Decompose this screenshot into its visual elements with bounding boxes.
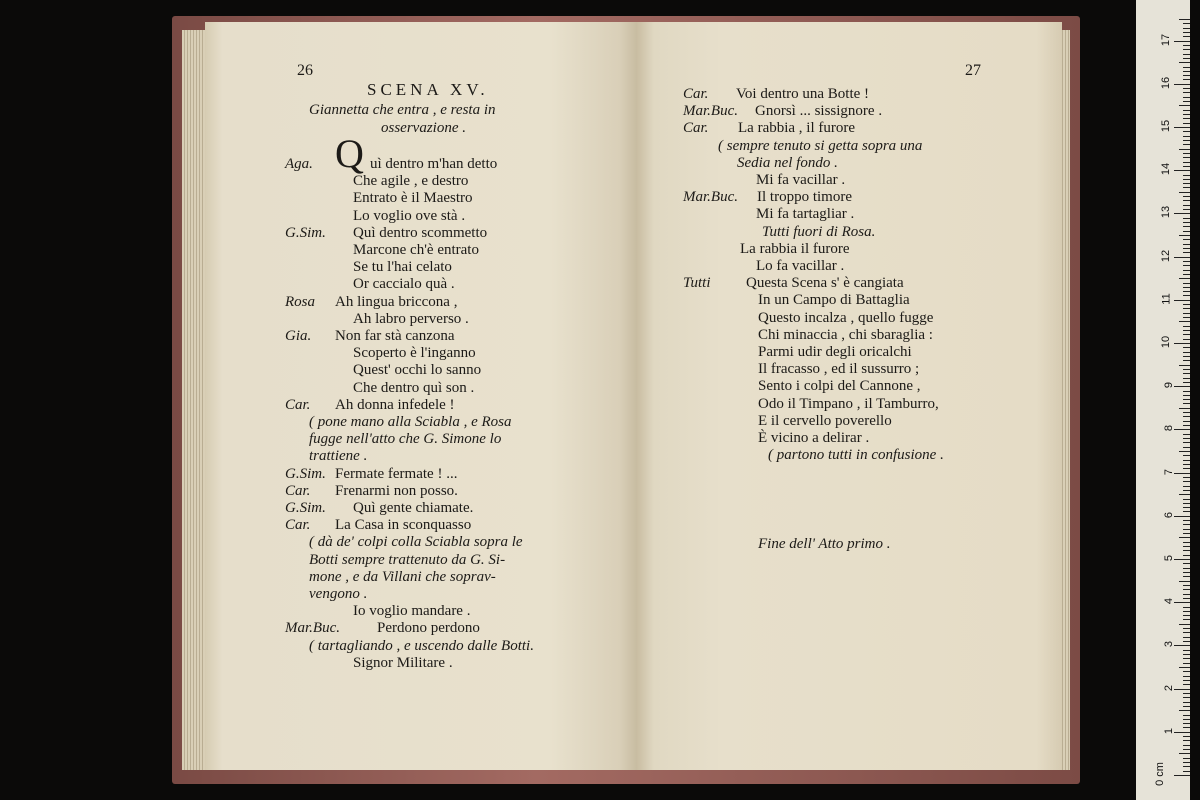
verse-line: Marcone ch'è entrato xyxy=(353,242,479,258)
verse-line: Quest' occhi lo sanno xyxy=(353,362,482,379)
ruler-tick xyxy=(1183,54,1190,55)
speaker-label: Car. xyxy=(683,86,709,102)
ruler-tick xyxy=(1183,702,1190,703)
ruler-tick xyxy=(1174,41,1190,42)
ruler-tick xyxy=(1183,460,1190,461)
stage-direction: ( sempre tenuto si getta sopra una xyxy=(718,137,923,154)
ruler-tick xyxy=(1174,775,1190,776)
ruler-tick xyxy=(1183,507,1190,508)
ruler-tick xyxy=(1183,589,1190,590)
ruler-tick xyxy=(1183,231,1190,232)
verse-line: Questo incalza , quello fugge xyxy=(758,309,934,326)
ruler-tick xyxy=(1179,710,1190,711)
stage-direction: trattiene . xyxy=(309,448,368,465)
stage-direction: vengono . xyxy=(309,586,368,602)
speaker-label: Aga. xyxy=(285,156,313,172)
verse-line: Questa Scena s' è cangiata xyxy=(746,275,904,292)
ruler-tick xyxy=(1179,451,1190,452)
ruler-tick xyxy=(1183,684,1190,685)
ruler-tick xyxy=(1183,715,1190,716)
ruler-tick xyxy=(1183,239,1190,240)
ruler-tick xyxy=(1183,524,1190,525)
ruler-tick xyxy=(1183,395,1190,396)
page-number: 26 xyxy=(297,62,313,79)
verse-line: Il troppo timore xyxy=(757,189,852,206)
stage-direction: Tutti fuori di Rosa. xyxy=(762,223,876,240)
speaker-label: Mar.Buc. xyxy=(683,189,738,206)
ruler-label: 9 xyxy=(1162,382,1175,389)
ruler-tick xyxy=(1174,300,1190,301)
ruler-tick xyxy=(1183,723,1190,724)
ruler-tick xyxy=(1179,581,1190,582)
speaker-label: G.Sim. xyxy=(285,500,326,516)
end-of-act: Fine dell' Atto primo . xyxy=(758,536,891,552)
ruler-tick xyxy=(1183,425,1190,426)
verse-line: Non far stà canzona xyxy=(335,328,455,344)
ruler-tick xyxy=(1183,265,1190,266)
ruler-tick xyxy=(1183,382,1190,383)
ruler-tick xyxy=(1183,455,1190,456)
ruler-tick xyxy=(1174,127,1190,128)
speaker-label: Mar.Buc. xyxy=(285,620,340,637)
ruler-tick xyxy=(1179,62,1190,63)
ruler-tick xyxy=(1183,399,1190,400)
ruler-tick xyxy=(1183,179,1190,180)
stage-direction: Botti sempre trattenuto da G. Si- xyxy=(309,551,506,568)
ruler-tick xyxy=(1183,218,1190,219)
stage-direction: ( tartagliando , e uscendo dalle Botti. xyxy=(309,637,534,654)
ruler-tick xyxy=(1183,736,1190,737)
ruler-tick xyxy=(1174,343,1190,344)
ruler-label: 15 xyxy=(1159,119,1172,133)
speaker-label: Car. xyxy=(683,120,709,137)
ruler-tick xyxy=(1183,252,1190,253)
drop-cap: Q xyxy=(335,131,364,176)
ruler-tick xyxy=(1183,283,1190,284)
ruler-tick xyxy=(1183,330,1190,331)
ruler-tick xyxy=(1174,732,1190,733)
ruler-tick xyxy=(1183,67,1190,68)
verse-line: La rabbia il furore xyxy=(740,240,850,257)
ruler-label: 5 xyxy=(1162,554,1175,562)
ruler-tick xyxy=(1183,308,1190,309)
ruler-tick xyxy=(1183,490,1190,491)
ruler-tick xyxy=(1183,75,1190,76)
ruler-tick xyxy=(1183,598,1190,599)
speaker-label: G.Sim. xyxy=(285,465,326,482)
ruler-tick xyxy=(1183,438,1190,439)
verse-line: In un Campo di Battaglia xyxy=(758,292,910,309)
ruler-label: 17 xyxy=(1159,33,1172,46)
ruler-label: 4 xyxy=(1162,598,1175,605)
ruler-tick xyxy=(1179,753,1190,754)
ruler-tick xyxy=(1183,356,1190,357)
ruler-tick xyxy=(1183,416,1190,417)
ruler-tick xyxy=(1183,632,1190,633)
ruler-tick xyxy=(1183,693,1190,694)
ruler-tick xyxy=(1183,136,1190,137)
ruler-tick xyxy=(1183,511,1190,512)
ruler-tick xyxy=(1183,486,1190,487)
page-number: 27 xyxy=(965,62,981,79)
ruler-label: 8 xyxy=(1162,425,1175,432)
right-page xyxy=(637,22,1062,770)
verse-line: Mi fa vacillar . xyxy=(756,172,846,188)
ruler-tick xyxy=(1183,676,1190,677)
ruler-tick xyxy=(1183,572,1190,573)
verse-line: Signor Militare . xyxy=(353,654,453,671)
ruler-tick xyxy=(1183,391,1190,392)
ruler-tick xyxy=(1183,140,1190,141)
ruler-tick xyxy=(1174,84,1190,85)
ruler-tick xyxy=(1183,503,1190,504)
ruler-tick xyxy=(1183,637,1190,638)
ruler-tick xyxy=(1183,442,1190,443)
ruler-tick xyxy=(1174,689,1190,690)
ruler-tick xyxy=(1183,378,1190,379)
verse-line: Quì gente chiamate. xyxy=(353,500,474,516)
ruler-tick xyxy=(1174,559,1190,560)
stage-direction: Sedia nel fondo . xyxy=(737,154,838,171)
ruler-tick xyxy=(1174,602,1190,603)
ruler-tick xyxy=(1183,58,1190,59)
ruler-label: 11 xyxy=(1160,293,1173,305)
ruler-tick xyxy=(1183,317,1190,318)
ruler-tick xyxy=(1183,563,1190,564)
ruler-tick xyxy=(1174,213,1190,214)
verse-line: Lo voglio ove stà . xyxy=(353,207,466,224)
ruler-tick xyxy=(1179,494,1190,495)
ruler-label: 0 cm xyxy=(1154,762,1167,786)
verse-line: Lo fa vacillar . xyxy=(756,258,845,274)
ruler-tick xyxy=(1183,529,1190,530)
verse-line: E il cervello poverello xyxy=(758,412,892,429)
ruler-tick xyxy=(1183,758,1190,759)
ruler-tick xyxy=(1183,123,1190,124)
ruler-tick xyxy=(1174,645,1190,646)
ruler-tick xyxy=(1183,287,1190,288)
left-page xyxy=(205,22,637,770)
page-edges-left xyxy=(182,30,206,770)
ruler-tick xyxy=(1183,615,1190,616)
ruler-tick xyxy=(1183,200,1190,201)
measuring-ruler xyxy=(1136,0,1190,800)
verse-line: Parmi udir degli oricalchi xyxy=(758,344,912,360)
ruler-tick xyxy=(1183,162,1190,163)
scene-title: SCENA XV. xyxy=(367,80,489,99)
verse-line: Il fracasso , ed il sussurro ; xyxy=(758,361,920,378)
stage-direction: Giannetta che entra , e resta in xyxy=(309,102,496,118)
ruler-tick xyxy=(1174,429,1190,430)
ruler-tick xyxy=(1174,170,1190,171)
ruler-tick xyxy=(1183,226,1190,227)
speaker-label: G.Sim. xyxy=(285,224,326,241)
ruler-tick xyxy=(1183,49,1190,50)
ruler-tick xyxy=(1183,550,1190,551)
ruler-tick xyxy=(1179,667,1190,668)
stage-direction: ( partono tutti in confusione . xyxy=(768,447,944,464)
ruler-tick xyxy=(1183,352,1190,353)
ruler-label: 12 xyxy=(1159,249,1172,262)
ruler-tick xyxy=(1183,28,1190,29)
ruler-tick xyxy=(1179,192,1190,193)
ruler-tick xyxy=(1183,766,1190,767)
verse-line: Entrato è il Maestro xyxy=(353,190,473,207)
ruler-tick xyxy=(1183,36,1190,37)
ruler-tick xyxy=(1179,105,1190,106)
verse-line: Quì dentro scommetto xyxy=(353,224,488,241)
ruler-tick xyxy=(1183,611,1190,612)
ruler-label: 6 xyxy=(1162,511,1175,518)
verse-line: Odo il Timpano , il Tamburro, xyxy=(758,395,939,412)
ruler-tick xyxy=(1183,261,1190,262)
verse-line: Frenarmi non posso. xyxy=(335,482,458,499)
ruler-label: 14 xyxy=(1159,163,1172,176)
ruler-tick xyxy=(1183,88,1190,89)
verse-line: Se tu l'hai celato xyxy=(353,259,452,276)
ruler-tick xyxy=(1183,464,1190,465)
ruler-tick xyxy=(1183,45,1190,46)
verse-line: uì dentro m'han detto xyxy=(370,156,498,172)
verse-line: È vicino a delirar . xyxy=(758,430,870,446)
ruler-tick xyxy=(1183,421,1190,422)
ruler-label: 16 xyxy=(1159,76,1172,89)
ruler-tick xyxy=(1183,114,1190,115)
ruler-tick xyxy=(1183,369,1190,370)
ruler-tick xyxy=(1183,248,1190,249)
verse-line: Chi minaccia , chi sbaraglia : xyxy=(758,326,933,343)
ruler-tick xyxy=(1183,326,1190,327)
ruler-tick xyxy=(1179,149,1190,150)
verse-line: Ah donna infedele ! xyxy=(335,396,455,413)
speaker-label: Tutti xyxy=(683,275,711,292)
speaker-label: Car. xyxy=(285,396,311,413)
ruler-tick xyxy=(1179,235,1190,236)
speaker-label: Car. xyxy=(285,517,311,534)
ruler-tick xyxy=(1183,654,1190,655)
verse-line: Or caccialo quà . xyxy=(353,276,455,293)
ruler-tick xyxy=(1183,762,1190,763)
ruler-tick xyxy=(1183,468,1190,469)
ruler-tick xyxy=(1183,209,1190,210)
verse-line: Che dentro quì son . xyxy=(353,379,475,396)
ruler-tick xyxy=(1183,304,1190,305)
verse-line: Io voglio mandare . xyxy=(353,603,471,620)
ruler-tick xyxy=(1183,607,1190,608)
ruler-tick xyxy=(1183,79,1190,80)
verse-line: La rabbia , il furore xyxy=(738,120,856,137)
ruler-tick xyxy=(1183,196,1190,197)
ruler-tick xyxy=(1183,727,1190,728)
ruler-tick xyxy=(1183,771,1190,772)
ruler-tick xyxy=(1183,118,1190,119)
ruler-tick xyxy=(1183,110,1190,111)
stage-direction: mone , e da Villani che soprav- xyxy=(309,568,496,585)
ruler-tick xyxy=(1183,166,1190,167)
verse-line: La Casa in sconquasso xyxy=(335,517,472,534)
ruler-tick xyxy=(1183,205,1190,206)
ruler-tick xyxy=(1183,533,1190,534)
ruler-tick xyxy=(1183,339,1190,340)
verse-line: Gnorsì ... sissignore . xyxy=(755,103,883,120)
ruler-tick xyxy=(1183,244,1190,245)
ruler-tick xyxy=(1183,71,1190,72)
ruler-tick xyxy=(1179,321,1190,322)
ruler-tick xyxy=(1183,447,1190,448)
verse-line: Che agile , e destro xyxy=(353,173,469,190)
ruler-tick xyxy=(1179,365,1190,366)
stage-direction: ( dà de' colpi colla Sciabla sopra le xyxy=(309,534,523,551)
ruler-tick xyxy=(1183,576,1190,577)
ruler-tick xyxy=(1183,628,1190,629)
ruler-tick xyxy=(1183,412,1190,413)
ruler-tick xyxy=(1183,719,1190,720)
speaker-label: Rosa xyxy=(285,293,315,310)
ruler-tick xyxy=(1183,542,1190,543)
ruler-tick xyxy=(1183,568,1190,569)
ruler-tick xyxy=(1179,19,1190,20)
ruler-tick xyxy=(1183,594,1190,595)
ruler-tick xyxy=(1174,473,1190,474)
ruler-tick xyxy=(1183,373,1190,374)
ruler-tick xyxy=(1183,650,1190,651)
ruler-tick xyxy=(1183,347,1190,348)
ruler-tick xyxy=(1179,624,1190,625)
ruler-tick xyxy=(1183,477,1190,478)
ruler-tick xyxy=(1183,157,1190,158)
ruler-tick xyxy=(1183,23,1190,24)
verse-line: Mi fa tartagliar . xyxy=(756,206,855,223)
ruler-tick xyxy=(1183,360,1190,361)
ruler-tick xyxy=(1183,175,1190,176)
ruler-tick xyxy=(1183,706,1190,707)
verse-line: Perdono perdono xyxy=(377,620,480,637)
verse-line: Ah labro perverso . xyxy=(353,310,469,327)
ruler-tick xyxy=(1183,546,1190,547)
ruler-tick xyxy=(1183,403,1190,404)
ruler-tick xyxy=(1183,663,1190,664)
ruler-tick xyxy=(1183,97,1190,98)
ruler-tick xyxy=(1183,183,1190,184)
ruler-label: 2 xyxy=(1162,684,1175,691)
ruler-tick xyxy=(1179,278,1190,279)
speaker-label: Mar.Buc. xyxy=(683,103,738,120)
ruler-tick xyxy=(1183,671,1190,672)
ruler-tick xyxy=(1183,641,1190,642)
ruler-tick xyxy=(1183,187,1190,188)
speaker-label: Car. xyxy=(285,482,311,499)
ruler-tick xyxy=(1183,520,1190,521)
ruler-label: 1 xyxy=(1162,727,1175,734)
stage-direction: ( pone mano alla Sciabla , e Rosa xyxy=(309,414,512,430)
ruler-tick xyxy=(1183,680,1190,681)
ruler-tick xyxy=(1183,481,1190,482)
ruler-tick xyxy=(1183,270,1190,271)
ruler-tick xyxy=(1183,740,1190,741)
ruler-tick xyxy=(1183,144,1190,145)
ruler-tick xyxy=(1183,499,1190,500)
ruler-tick xyxy=(1183,697,1190,698)
verse-line: Scoperto è l'inganno xyxy=(353,345,476,362)
ruler-tick xyxy=(1174,386,1190,387)
verse-line: Ah lingua briccona , xyxy=(335,293,458,310)
verse-line: Sento i colpi del Cannone , xyxy=(758,378,921,395)
ruler-tick xyxy=(1183,32,1190,33)
stage-direction: fugge nell'atto che G. Simone lo xyxy=(309,431,502,448)
ruler-tick xyxy=(1183,101,1190,102)
verse-line: Voi dentro una Botte ! xyxy=(736,86,870,102)
ruler-tick xyxy=(1183,295,1190,296)
stage-direction: osservazione . xyxy=(381,120,466,136)
ruler-tick xyxy=(1174,516,1190,517)
ruler-tick xyxy=(1183,585,1190,586)
ruler-tick xyxy=(1174,257,1190,258)
ruler-label: 10 xyxy=(1159,335,1172,349)
ruler-tick xyxy=(1183,434,1190,435)
ruler-tick xyxy=(1183,274,1190,275)
ruler-tick xyxy=(1183,131,1190,132)
ruler-tick xyxy=(1183,291,1190,292)
ruler-tick xyxy=(1179,408,1190,409)
ruler-label: 7 xyxy=(1162,468,1175,475)
ruler-tick xyxy=(1183,313,1190,314)
speaker-label: Gia. xyxy=(285,328,312,344)
ruler-tick xyxy=(1179,537,1190,538)
ruler-tick xyxy=(1183,153,1190,154)
ruler-tick xyxy=(1183,222,1190,223)
ruler-tick xyxy=(1183,92,1190,93)
ruler-tick xyxy=(1183,555,1190,556)
ruler-label: 13 xyxy=(1159,206,1172,219)
ruler-tick xyxy=(1183,334,1190,335)
ruler-tick xyxy=(1183,745,1190,746)
verse-line: Fermate fermate ! ... xyxy=(335,465,458,482)
ruler-label: 3 xyxy=(1162,641,1175,648)
ruler-tick xyxy=(1183,749,1190,750)
ruler-tick xyxy=(1183,658,1190,659)
ruler-tick xyxy=(1183,619,1190,620)
